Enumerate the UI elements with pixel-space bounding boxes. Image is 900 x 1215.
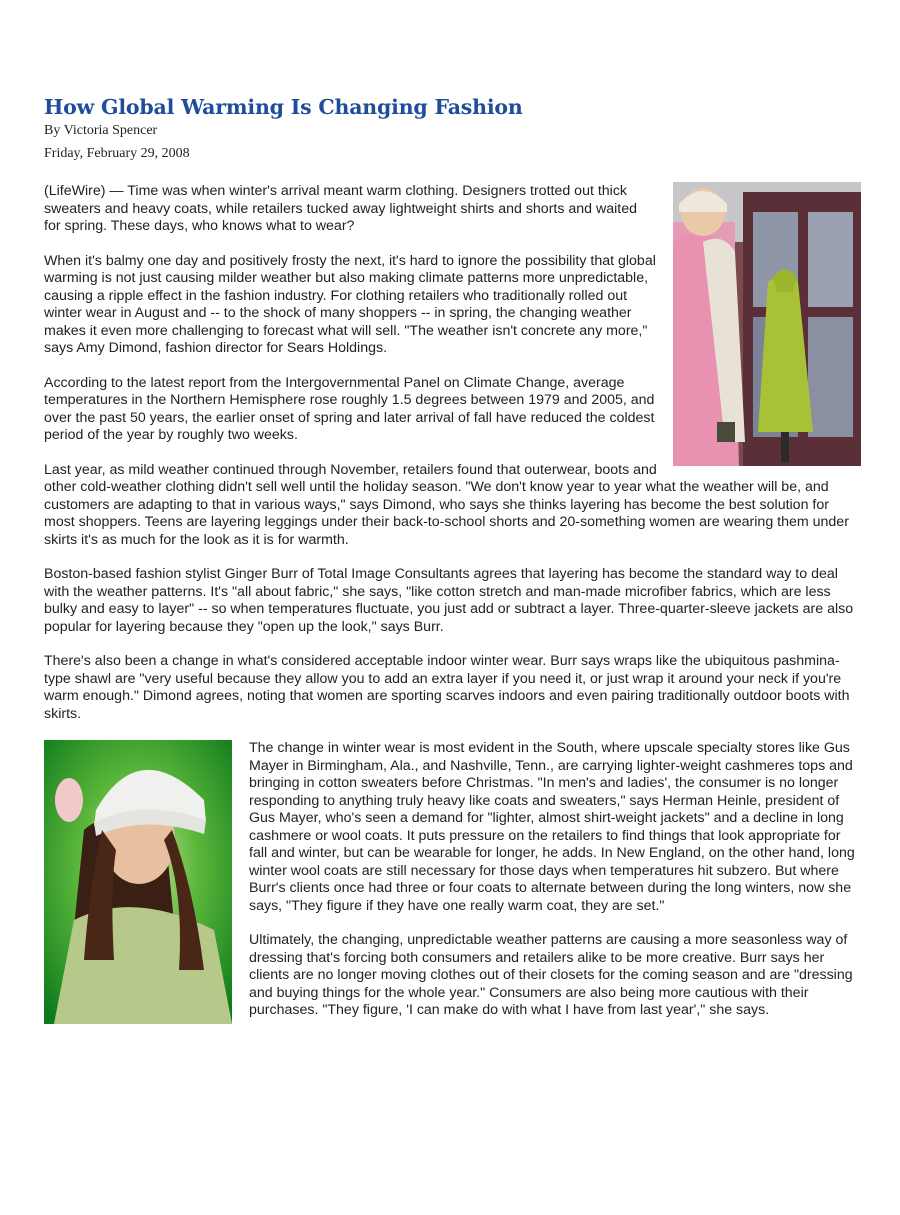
paragraph-1: (LifeWire) — Time was when winter's arrival meant warm clothing. Designers trotted out thick sweaters and heavy coats, while retailers tucked away lightweight shirts and shorts and waited for spring. These days, who knows what to wear? xyxy=(44,183,638,234)
photo-woman-pink-coat xyxy=(673,182,861,466)
article-byline: By Victoria Spencer xyxy=(44,123,158,138)
paragraph-7: The change in winter wear is most evident in the South, where upscale specialty stores like Gus Mayer in Birmingham, Ala., and Nashville, Tenn., are carrying lighter-weight cashmeres tops and bringing in cotton sweaters before Christmas. "In men's and ladies', the consumer is no longer responding to anything truly heavy like coats and sweaters," says Herman Heinle, president of Gus Mayer, who's seen a demand for "lighter, almost shirt-weight jackets" and a decline in long cashmere or wool coats. It puts pressure on the retailers to find things that look appropriate for fall and winter, but can be wearable for longer, he adds. In New England, on the other hand, long winter wool coats are still necessary for those days when temperatures hit subzero. But where Burr's clients once had three or four coats to alternate between during the long winters, now she says, "They figure if they have one really warm coat, they are set." xyxy=(249,740,855,914)
paragraph-6: There's also been a change in what's considered acceptable indoor winter wear. Burr says wraps like the ubiquitous pashmina-type shawl are "very useful because they allow you to add an extra layer if you need it, or just wrap it around your neck if you're warm enough." Dimond agrees, noting that women are sporting scarves indoors and even pairing traditionally outdoor boots with skirts. xyxy=(44,653,850,722)
paragraph-8: Ultimately, the changing, unpredictable weather patterns are causing a more seasonless way of dressing that's forcing both consumers and retailers alike to be more creative. Burr says her clients are no longer moving clothes out of their closets for the coming season and are "dressing and buying things for the whole year." Consumers are also being more cautious with their purchases. "They figure, 'I can make do with what I have from last year'," she says. xyxy=(249,932,853,1018)
article-date: Friday, February 29, 2008 xyxy=(44,146,190,161)
paragraph-3: According to the latest report from the Intergovernmental Panel on Climate Change, average temperatures in the Northern Hemisphere rose roughly 1.5 degrees between 1979 and 2005, and over the past 50 years, the earlier onset of spring and later arrival of fall have reduced the coldest period of the year by roughly two weeks. xyxy=(44,374,655,443)
article xyxy=(44,94,861,1037)
article-body xyxy=(44,183,861,1020)
paragraph-2: When it's balmy one day and positively frosty the next, it's hard to ignore the possibility that global warming is not just causing milder weather but also making climate patterns more unpredictable, causing a ripple effect in the fashion industry. For clothing retailers who traditionally rolled out winter wear in August and -- to the shock of many shoppers -- in spring, the changing weather makes it even more challenging to forecast what will sell. "The weather isn't concrete any more," says Amy Dimond, fashion director for Sears Holdings. xyxy=(44,252,656,356)
photo-woman-white-hat xyxy=(44,740,232,1024)
article-title: How Global Warming Is Changing Fashion xyxy=(44,95,523,119)
paragraph-4: Last year, as mild weather continued through November, retailers found that outerwear, boots and other cold-weather clothing didn't sell well until the holiday season. "We don't know year to year what the weather will be, and customers are adapting to that in various ways," says Dimond, who says she thinks layering has become the best solution for most shoppers. Teens are layering leggings under their back-to-school shorts and 20-something women are wearing them under skirts it's as much for the look as it is for warmth. xyxy=(44,461,849,548)
paragraph-5: Boston-based fashion stylist Ginger Burr of Total Image Consultants agrees that layering has become the standard way to deal with the weather patterns. It's "all about fabric," she says, "like cotton stretch and man-made microfiber fabrics, which are less bulky and easy to layer" -- so when temperatures fluctuate, you just add or subtract a layer. Three-quarter-sleeve jackets are also popular for layering because they "open up the look," says Burr. xyxy=(44,566,854,635)
